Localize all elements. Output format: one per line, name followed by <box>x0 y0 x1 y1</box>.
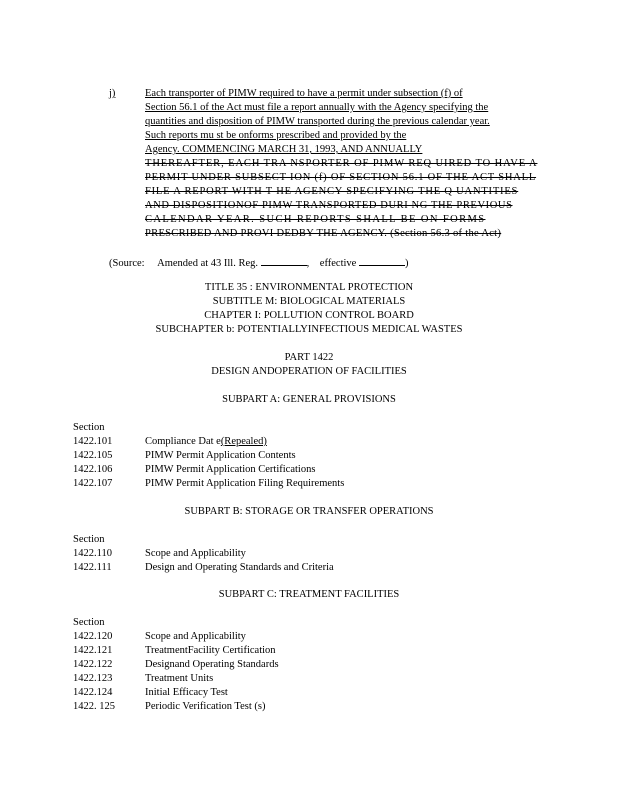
section-title <box>145 435 287 449</box>
subtitle-heading: SUBTITLE M: BIOLOGICAL MATERIALS <box>212 296 406 307</box>
section-title: PIMW Permit Application Filing Requirements <box>145 478 345 489</box>
section-label: Section <box>73 422 105 433</box>
para-line: Such reports mu st be onforms prescribed and provided by the <box>145 130 407 141</box>
section-title: Design and Operating Standards and Criteria <box>145 562 334 573</box>
repealed-note: (Repealed) <box>220 436 267 447</box>
section-number: 1422.124 <box>73 687 113 698</box>
title-heading: TITLE 35 : ENVIRONMENTAL PROTECTION <box>204 282 414 293</box>
source-note: (Source: Amended at 43 Ill. Reg. , effective ) <box>109 255 408 271</box>
source-open: (Source: <box>109 258 145 269</box>
section-label: Section <box>73 534 105 545</box>
source-close: ) <box>404 258 409 269</box>
struck-line: THEREAFTER, EACH TRA NSPORTER OF PIMW REQ UIRED TO HAVE A <box>145 158 538 169</box>
subpart-b-title: SUBPART B: STORAGE OR TRANSFER OPERATIONS <box>184 506 434 517</box>
subchapter-heading: SUBCHAPTER b: POTENTIALLYINFECTIOUS MEDICAL WASTES <box>155 324 463 335</box>
section-number: 1422.101 <box>73 436 113 447</box>
section-number: 1422.120 <box>73 631 113 642</box>
source-amended: Amended at 43 Ill. Reg. <box>157 258 259 269</box>
subpart-c-title: SUBPART C: TREATMENT FACILITIES <box>218 589 400 600</box>
source-blank-date <box>359 255 405 266</box>
section-number: 1422.106 <box>73 464 113 475</box>
struck-line: AND DISPOSITIONOF PIMW TRANSPORTED DURI NG THE PREVIOUS <box>145 200 513 211</box>
para-line: Agency. COMMENCING MARCH 31, 1993, AND ANNUALLY <box>145 144 423 155</box>
para-line: Section 56.1 of the Act must file a report annually with the Agency specifying the <box>145 102 489 113</box>
subpart-a-title: SUBPART A: GENERAL PROVISIONS <box>222 394 396 405</box>
section-title: TreatmentFacility Certification <box>145 645 276 656</box>
section-title: Initial Efficacy Test <box>145 687 228 698</box>
chapter-heading: CHAPTER I: POLLUTION CONTROL BOARD <box>204 310 414 321</box>
section-label: Section <box>73 617 105 628</box>
section-number: 1422.110 <box>73 548 112 559</box>
section-number: 1422.105 <box>73 450 113 461</box>
section-title: Treatment Units <box>145 673 214 684</box>
part-heading: PART 1422 <box>284 352 334 363</box>
source-blank-reg <box>261 255 307 266</box>
section-number: 1422.122 <box>73 659 113 670</box>
section-title: Scope and Applicability <box>145 631 246 642</box>
section-title-text: Compliance Dat e <box>145 436 221 447</box>
section-number: 1422.107 <box>73 478 113 489</box>
section-number: 1422.111 <box>73 562 112 573</box>
source-effective: effective <box>319 258 357 269</box>
struck-line: CALENDAR YEAR. SUCH REPORTS SHALL BE ON FORMS <box>145 214 486 225</box>
section-title: Designand Operating Standards <box>145 659 279 670</box>
para-line: quantities and disposition of PIMW transported during the previous calendar year. <box>145 116 490 127</box>
para-line: Each transporter of PIMW required to have a permit under subsection (f) of <box>145 88 463 99</box>
struck-line: FILE A REPORT WITH T HE AGENCY SPECIFYING THE Q UANTITIES <box>145 186 519 197</box>
section-title: PIMW Permit Application Certifications <box>145 464 316 475</box>
section-number: 1422.121 <box>73 645 113 656</box>
paragraph-label: j) <box>109 88 116 99</box>
section-title: PIMW Permit Application Contents <box>145 450 296 461</box>
section-number: 1422. 125 <box>73 701 115 712</box>
struck-line: PERMIT UNDER SUBSECT ION (f) OF SECTION 56.1 OF THE ACT SHALL <box>145 172 537 183</box>
section-title: Periodic Verification Test (s) <box>145 701 266 712</box>
part-title: DESIGN ANDOPERATION OF FACILITIES <box>211 366 407 377</box>
section-title: Scope and Applicability <box>145 548 246 559</box>
section-number: 1422.123 <box>73 673 113 684</box>
struck-line: PRESCRIBED AND PROVI DEDBY THE AGENCY. (Section 56.3 of the Act) <box>145 228 502 239</box>
